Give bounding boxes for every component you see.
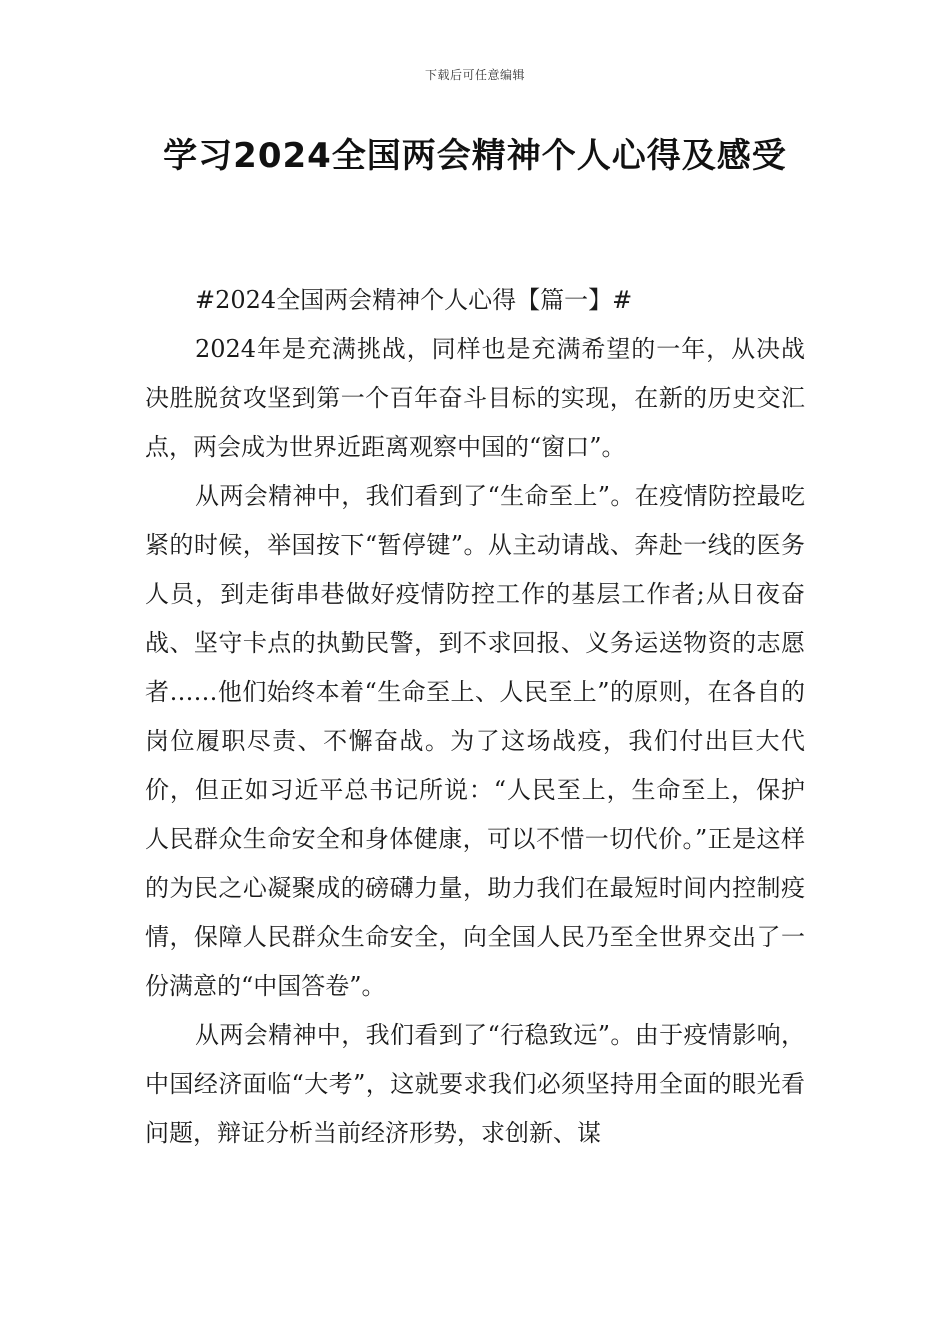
document-title: 学习2024全国两会精神个人心得及感受 xyxy=(163,136,787,176)
document-body xyxy=(145,276,805,1158)
paragraph-3: 从两会精神中，我们看到了“行稳致远”。由于疫情影响，中国经济面临“大考”，这就要求我们必须坚持用全面的眼光看问题，辩证分析当前经济形势，求创新、谋 xyxy=(145,1021,805,1147)
section-heading: #2024全国两会精神个人心得【篇一】# xyxy=(195,286,633,314)
header-note: 下载后可任意编辑 xyxy=(424,68,525,82)
paragraph-2: 从两会精神中，我们看到了“生命至上”。在疫情防控最吃紧的时候，举国按下“暂停键”。从主动请战、奔赴一线的医务人员，到走街串巷做好疫情防控工作的基层工作者;从日夜奋战、坚守卡点的执勤民警，到不求回报、义务运送物资的志愿者……他们始终本着“生命至上、人民至上”的原则，在各自的岗位履职尽责、不懈奋战。为了这场战疫，我们付出巨大代价，但正如习近平总书记所说：“人民至上，生命至上，保护人民群众生命安全和身体健康，可以不惜一切代价。”正是这样的为民之心凝聚成的磅礴力量，助力我们在最短时间内控制疫情，保障人民群众生命安全，向全国人民乃至全世界交出了一份满意的“中国答卷”。 xyxy=(145,482,805,1000)
paragraph-1: 2024年是充满挑战，同样也是充满希望的一年，从决战决胜脱贫攻坚到第一个百年奋斗目标的实现，在新的历史交汇点，两会成为世界近距离观察中国的“窗口”。 xyxy=(145,335,805,461)
